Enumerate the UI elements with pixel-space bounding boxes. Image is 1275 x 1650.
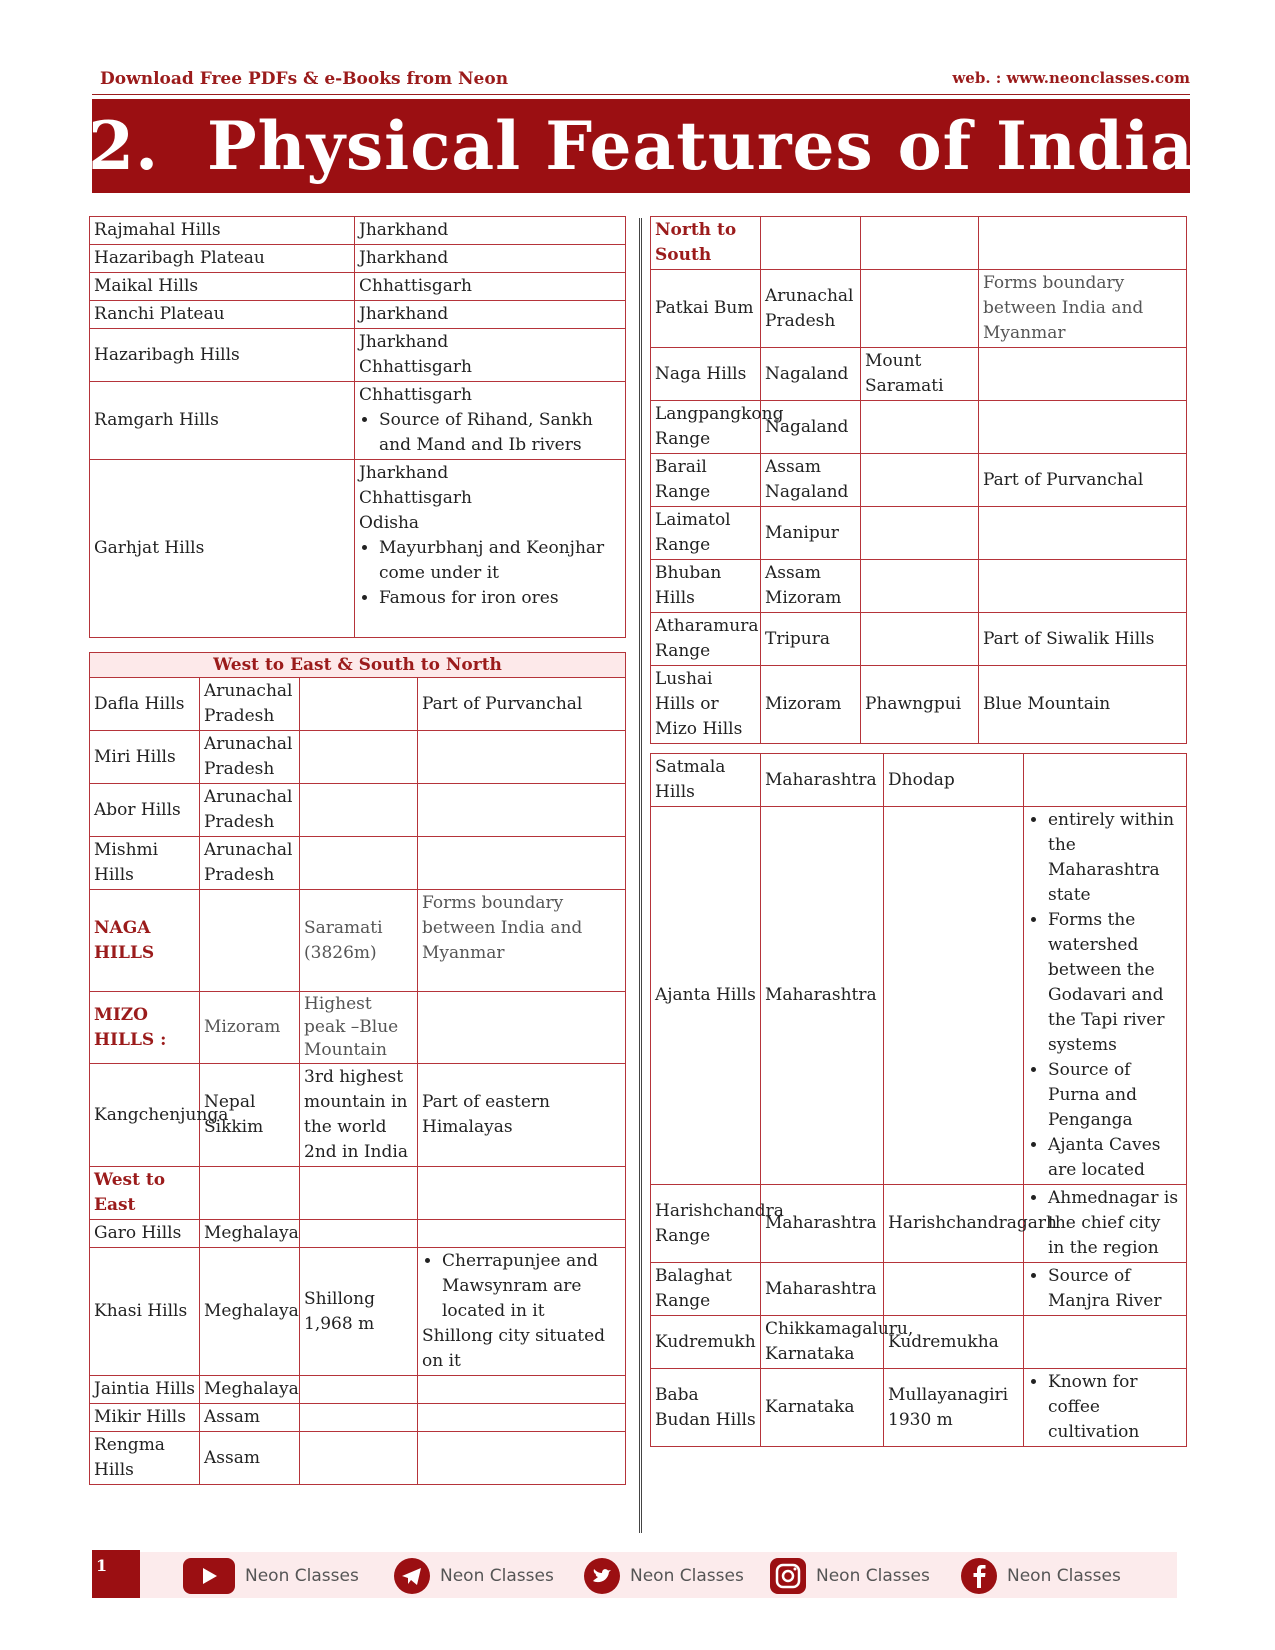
table-cell <box>861 560 979 613</box>
table-cell <box>1024 807 1187 1185</box>
table-row <box>90 784 626 837</box>
header-download-text: Download Free PDFs & e-Books from Neon <box>100 69 509 89</box>
table-cell <box>418 1220 626 1248</box>
table-cell: Meghalaya <box>200 1248 300 1376</box>
table-cell <box>979 507 1187 560</box>
table-cell <box>861 454 979 507</box>
bullet-item: • entirely within the Maharashtra state <box>1048 808 1182 908</box>
table-cell: Maharashtra <box>761 807 884 1185</box>
table-cell: Jharkhand <box>355 217 626 245</box>
table-cell: Assam Nagaland <box>761 454 861 507</box>
table-north-south <box>650 216 1187 744</box>
table-cell: Nepal Sikkim <box>200 1064 300 1167</box>
table-cell: Tripura <box>761 613 861 666</box>
bullet-item: • Source of Manjra River <box>1048 1264 1182 1314</box>
table-row <box>90 382 626 460</box>
table-cell: Part of eastern Himalayas <box>418 1064 626 1167</box>
table-heading: North to South <box>651 217 761 270</box>
table-cell: MIZO HILLS : <box>90 992 200 1064</box>
page-number: 1 <box>92 1550 140 1598</box>
table-cell: Dafla Hills <box>90 678 200 731</box>
table-cell <box>300 1167 418 1220</box>
table-cell: Maharashtra <box>761 1263 884 1316</box>
table-cell: Arunachal Pradesh <box>200 837 300 890</box>
cell-line: Odisha <box>359 513 420 533</box>
header-divider <box>92 94 1190 95</box>
table-row <box>651 454 1187 507</box>
table-cell <box>418 837 626 890</box>
table-cell: Garo Hills <box>90 1220 200 1248</box>
table-cell <box>418 784 626 837</box>
table-cell: Mizoram <box>761 666 861 744</box>
twitter-icon <box>584 1558 620 1594</box>
table-row <box>651 401 1187 454</box>
table-cell <box>200 890 300 992</box>
table-cell: NAGA HILLS <box>90 890 200 992</box>
table-cell <box>979 401 1187 454</box>
table-cell <box>861 270 979 348</box>
table-central-highlands <box>89 216 626 638</box>
table-cell: Bhuban Hills <box>651 560 761 613</box>
table-cell <box>418 1248 626 1376</box>
table-cell: Assam <box>200 1404 300 1432</box>
bullet-item: • Source of Rihand, Sankh and Mand and Ib rivers <box>379 408 621 458</box>
table-cell <box>861 613 979 666</box>
table-cell: Naga Hills <box>651 348 761 401</box>
table-cell: Nagaland <box>761 348 861 401</box>
table-cell: Arunachal Pradesh <box>200 784 300 837</box>
table-row <box>90 1220 626 1248</box>
table-cell: Baba Budan Hills <box>651 1369 761 1447</box>
facebook-icon <box>961 1558 997 1594</box>
table-cell: Rengma Hills <box>90 1432 200 1485</box>
table-row <box>651 348 1187 401</box>
table-cell <box>300 837 418 890</box>
bullet-item: • Known for coffee cultivation <box>1048 1370 1182 1445</box>
table-cell: Shillong 1,968 m <box>300 1248 418 1376</box>
table-row <box>90 1376 626 1404</box>
table-cell <box>1024 1263 1187 1316</box>
table-cell: Part of Purvanchal <box>418 678 626 731</box>
table-cell <box>979 217 1187 270</box>
table-row <box>90 992 626 1064</box>
table-row <box>651 560 1187 613</box>
table-row <box>90 678 626 731</box>
table-cell: Mikir Hills <box>90 1404 200 1432</box>
table-row <box>90 329 626 382</box>
header-website[interactable]: web. : www.neonclasses.com <box>952 69 1190 87</box>
table-cell: Hazaribagh Hills <box>90 329 355 382</box>
bullet-item: • Mayurbhanj and Keonjhar come under it <box>379 536 621 586</box>
table-west-east-south-north <box>89 652 626 1485</box>
table-row <box>651 807 1187 1185</box>
telegram-link[interactable] <box>394 1558 554 1594</box>
bullet-item: • Ahmednagar is the chief city in the region <box>1048 1186 1182 1261</box>
table-cell: Mount Saramati <box>861 348 979 401</box>
facebook-label: Neon Classes <box>1007 1566 1121 1586</box>
table-cell: Barail Range <box>651 454 761 507</box>
table-cell: Maharashtra <box>761 754 884 807</box>
table-cell <box>418 1376 626 1404</box>
bullet-item: • Ajanta Caves are located <box>1048 1133 1182 1183</box>
table-cell: Mishmi Hills <box>90 837 200 890</box>
table-cell: Mizoram <box>200 992 300 1064</box>
twitter-link[interactable] <box>584 1558 744 1594</box>
table-row <box>90 301 626 329</box>
table-row <box>90 731 626 784</box>
bullet-item: • Source of Purna and Penganga <box>1048 1058 1182 1133</box>
table-cell: Lushai Hills or Mizo Hills <box>651 666 761 744</box>
table-cell: Chikkamagaluru, Karnataka <box>761 1316 884 1369</box>
table-cell: Laimatol Range <box>651 507 761 560</box>
instagram-label: Neon Classes <box>816 1566 930 1586</box>
table-cell: Kudremukh <box>651 1316 761 1369</box>
table-cell <box>418 992 626 1064</box>
table-cell: West to East <box>90 1167 200 1220</box>
table-row <box>90 1432 626 1485</box>
table-row <box>90 217 626 245</box>
table-cell: Karnataka <box>761 1369 884 1447</box>
table-cell: Harishchandragarh <box>884 1185 1024 1263</box>
table-row <box>651 270 1187 348</box>
table-cell: Forms boundary between India and Myanmar <box>979 270 1187 348</box>
table-cell: Blue Mountain <box>979 666 1187 744</box>
table-cell: Dhodap <box>884 754 1024 807</box>
table-heading: West to East & South to North <box>90 653 626 678</box>
table-cell: Arunachal Pradesh <box>761 270 861 348</box>
youtube-icon <box>191 1558 227 1594</box>
table-cell: Phawngpui <box>861 666 979 744</box>
table-cell: Maikal Hills <box>90 273 355 301</box>
table-row <box>651 666 1187 744</box>
table-cell: Arunachal Pradesh <box>200 678 300 731</box>
instagram-link[interactable] <box>770 1558 930 1594</box>
table-row <box>651 754 1187 807</box>
table-row <box>90 1064 626 1167</box>
cell-line: Chhattisgarh <box>359 357 472 377</box>
table-cell: Chhattisgarh <box>355 273 626 301</box>
table-cell: Assam <box>200 1432 300 1485</box>
table-row <box>90 1404 626 1432</box>
table-cell <box>1024 1316 1187 1369</box>
cell-line: Jharkhand <box>359 332 449 352</box>
table-cell <box>300 1220 418 1248</box>
cell-line: Jharkhand <box>359 463 449 483</box>
table-cell <box>1024 754 1187 807</box>
table-cell: Mullayanagiri 1930 m <box>884 1369 1024 1447</box>
table-cell: Miri Hills <box>90 731 200 784</box>
table-cell <box>418 1167 626 1220</box>
table-cell <box>300 1432 418 1485</box>
table-cell <box>300 1376 418 1404</box>
facebook-link[interactable] <box>961 1558 1121 1594</box>
youtube-link[interactable] <box>191 1558 359 1594</box>
table-cell: Highest peak –Blue Mountain <box>300 992 418 1064</box>
table-cell <box>300 678 418 731</box>
table-cell: Arunachal Pradesh <box>200 731 300 784</box>
table-cell: Nagaland <box>761 401 861 454</box>
table-row <box>651 507 1187 560</box>
table-cell <box>418 1432 626 1485</box>
table-row <box>651 1185 1187 1263</box>
table-cell: Jharkhand <box>355 245 626 273</box>
table-cell <box>861 507 979 560</box>
table-row <box>90 1248 626 1376</box>
table-cell <box>861 217 979 270</box>
table-cell: Abor Hills <box>90 784 200 837</box>
telegram-label: Neon Classes <box>440 1566 554 1586</box>
table-cell <box>884 807 1024 1185</box>
table-cell: Ajanta Hills <box>651 807 761 1185</box>
table-row <box>90 245 626 273</box>
table-cell: Kangchenjunga <box>90 1064 200 1167</box>
table-cell: Langpangkong Range <box>651 401 761 454</box>
bullet-item: • Cherrapunjee and Mawsynram are located in it <box>442 1249 621 1324</box>
table-row <box>651 217 1187 270</box>
table-cell: Part of Siwalik Hills <box>979 613 1187 666</box>
table-cell <box>1024 1369 1187 1447</box>
table-cell: Assam Mizoram <box>761 560 861 613</box>
table-cell <box>979 560 1187 613</box>
table-cell: Satmala Hills <box>651 754 761 807</box>
table-cell: Ramgarh Hills <box>90 382 355 460</box>
table-cell: Jaintia Hills <box>90 1376 200 1404</box>
table-cell <box>355 329 626 382</box>
table-cell: Khasi Hills <box>90 1248 200 1376</box>
bullet-item: • Forms the watershed between the Godavari and the Tapi river systems <box>1048 908 1182 1058</box>
table-row <box>651 613 1187 666</box>
cell-line: Shillong city situated on it <box>422 1326 606 1371</box>
table-row <box>90 837 626 890</box>
table-western-ghats-hills <box>650 753 1187 1447</box>
table-cell <box>300 731 418 784</box>
table-cell: Maharashtra <box>761 1185 884 1263</box>
table-cell <box>979 348 1187 401</box>
table-cell: Saramati (3826m) <box>300 890 418 992</box>
table-row <box>651 1369 1187 1447</box>
table-row <box>90 273 626 301</box>
table-cell: Meghalaya <box>200 1220 300 1248</box>
table-cell: Jharkhand <box>355 301 626 329</box>
bullet-item: • Famous for iron ores <box>379 586 621 611</box>
table-heading-row <box>90 653 626 678</box>
table-cell <box>761 217 861 270</box>
table-cell <box>355 460 626 638</box>
table-cell: Garhjat Hills <box>90 460 355 638</box>
table-cell: Kudremukha <box>884 1316 1024 1369</box>
table-cell <box>418 731 626 784</box>
page-title-banner <box>88 99 1194 193</box>
table-cell: Patkai Bum <box>651 270 761 348</box>
table-cell <box>300 784 418 837</box>
table-cell: Forms boundary between India and Myanmar <box>418 890 626 992</box>
table-cell: Balaghat Range <box>651 1263 761 1316</box>
table-cell: Meghalaya <box>200 1376 300 1404</box>
table-row <box>651 1263 1187 1316</box>
table-cell <box>861 401 979 454</box>
column-divider <box>639 218 644 1533</box>
instagram-icon <box>770 1558 806 1594</box>
twitter-label: Neon Classes <box>630 1566 744 1586</box>
table-cell: Hazaribagh Plateau <box>90 245 355 273</box>
telegram-icon <box>394 1558 430 1594</box>
table-cell: Atharamura Range <box>651 613 761 666</box>
table-row <box>90 1167 626 1220</box>
table-cell <box>200 1167 300 1220</box>
page-title: 2. Physical Features of India <box>88 107 1194 185</box>
table-row <box>90 460 626 638</box>
table-cell: Manipur <box>761 507 861 560</box>
table-row <box>651 1316 1187 1369</box>
table-row <box>90 890 626 992</box>
table-cell <box>355 382 626 460</box>
table-cell <box>300 1404 418 1432</box>
table-cell: Ranchi Plateau <box>90 301 355 329</box>
table-cell: 3rd highest mountain in the world 2nd in India <box>300 1064 418 1167</box>
table-cell: Rajmahal Hills <box>90 217 355 245</box>
table-cell <box>884 1263 1024 1316</box>
table-cell <box>1024 1185 1187 1263</box>
table-cell: Harishchandra Range <box>651 1185 761 1263</box>
table-cell <box>418 1404 626 1432</box>
youtube-label: Neon Classes <box>245 1566 359 1586</box>
cell-line: Chhattisgarh <box>359 488 472 508</box>
cell-line: Chhattisgarh <box>359 385 472 405</box>
table-cell: Part of Purvanchal <box>979 454 1187 507</box>
